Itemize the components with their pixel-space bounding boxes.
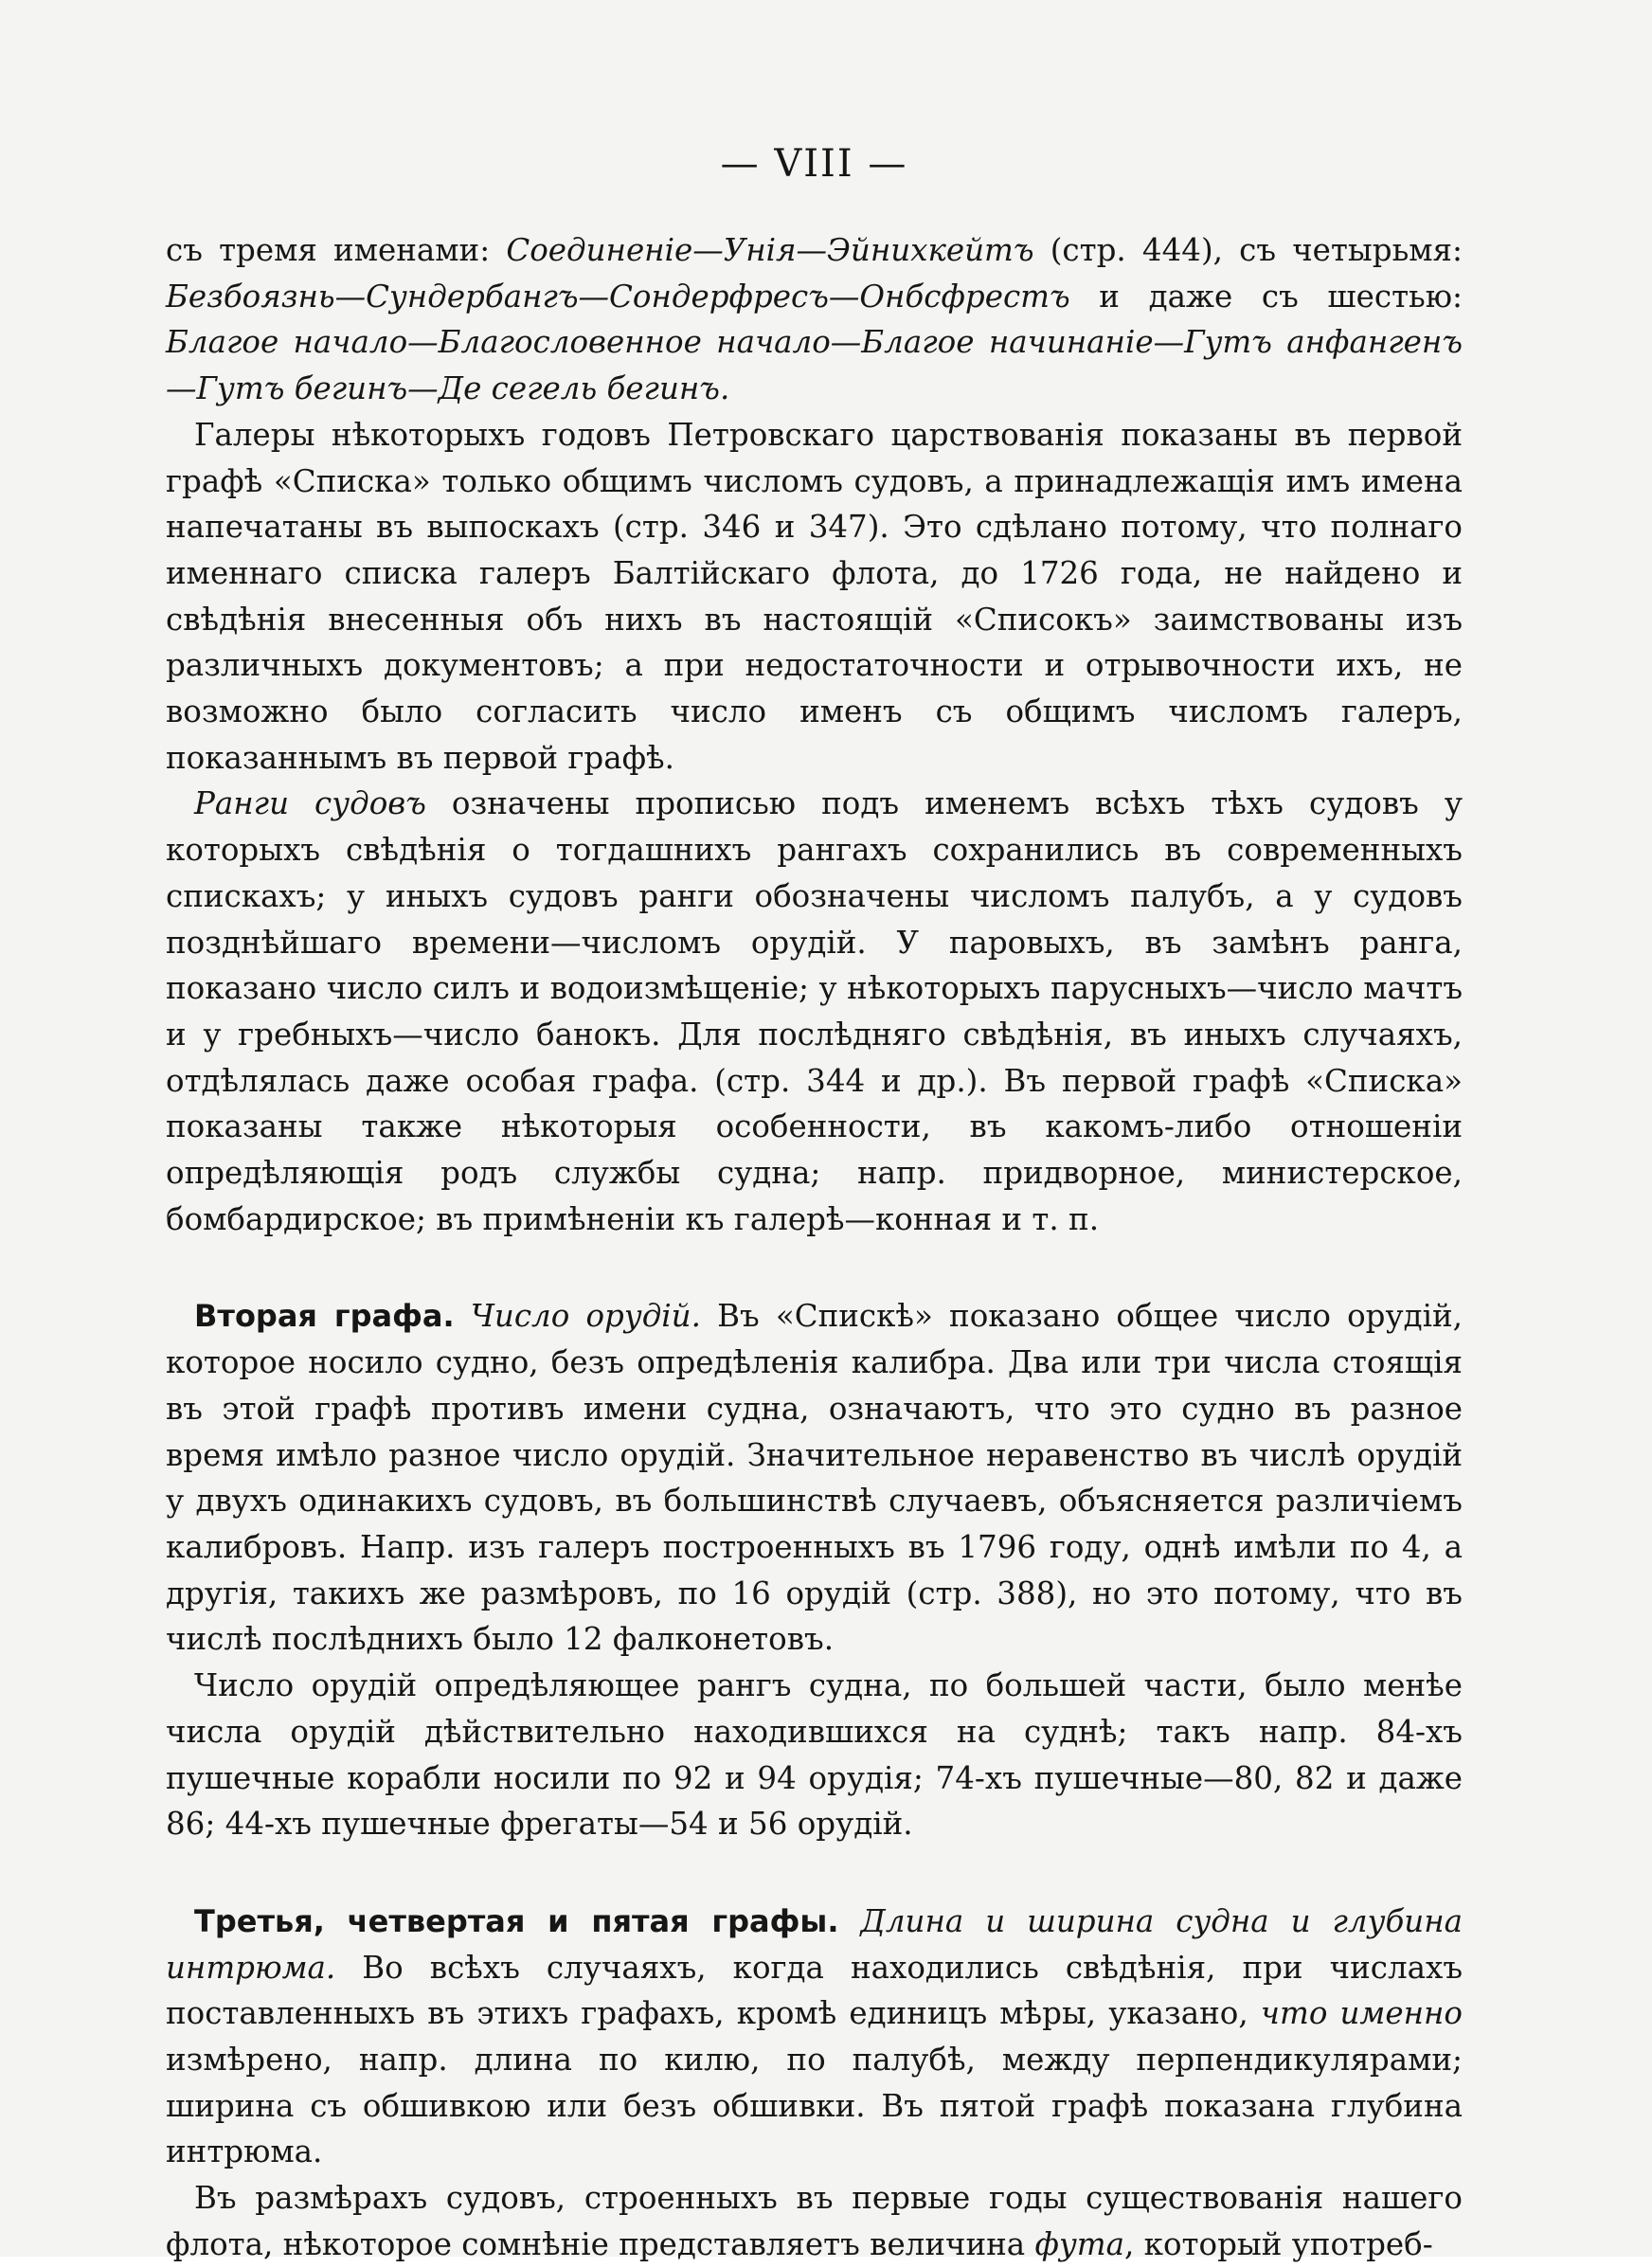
italic-run: что именно	[1260, 1995, 1463, 2032]
paragraph-ship-names	[166, 227, 1463, 412]
paragraph-gun-count: Число орудій опредѣляющее рангъ судна, по большей части, было менѣе числа орудій дѣйствительно находившихся на суднѣ; такъ напр. 84-хъ пушечные корабли носили по 92 и 94 орудія; 74-хъ пушечные—80, 82 и даже 86; 44-хъ пушечные фрегаты—54 и 56 орудій.	[166, 1667, 1463, 1843]
italic-run: Соединеніе—Унія—Эйнихкейтъ	[506, 232, 1034, 268]
text-run: Въ размѣрахъ судовъ, строенныхъ въ первые годы существованія нашего флота, нѣкоторое сомнѣніе представляетъ величина	[166, 2180, 1463, 2262]
section-heading: Третья, четвертая и пятая графы.	[194, 1902, 839, 1939]
italic-run: Безбоязнь—Сундербангъ—Сондерфресъ—Онбсфрестъ	[166, 278, 1070, 315]
paragraph-galleys: Галеры нѣкоторыхъ годовъ Петровскаго царствованія показаны въ первой графѣ «Списка» только общимъ числомъ судовъ, а принадлежащія имъ имена напечатаны въ выпоскахъ (стр. 346 и 347). Это сдѣлано потому, что полнаго именнаго списка галеръ Балтійскаго флота, до 1726 года, не найдено и свѣдѣнія внесенныя объ нихъ въ настоящій «Списокъ» заимствованы изъ различныхъ документовъ; а при недостаточности и отрывочности ихъ, не возможно было согласить число именъ съ общимъ числомъ галеръ, показаннымъ въ первой графѣ.	[166, 416, 1463, 776]
text-run: съ тремя именами:	[166, 232, 507, 268]
paragraph-third-fifth-columns	[166, 1899, 1463, 2175]
italic-run: Ранги судовъ	[194, 785, 426, 822]
text-run: означены прописью подъ именемъ всѣхъ тѣхъ судовъ у которыхъ свѣдѣнія о тогдашнихъ рангахъ сохранились въ современныхъ спискахъ; у иныхъ судовъ ранги обозначены числомъ палубъ, а у судовъ позднѣйшаго времени—числомъ орудій. У паровыхъ, въ замѣнъ ранга, показано число силъ и водоизмѣщеніе; у нѣкоторыхъ парусныхъ—число мачтъ и у гребныхъ—число банокъ. Для послѣдняго свѣдѣнія, въ иныхъ случаяхъ, отдѣлялась даже особая графа. (стр. 344 и др.). Въ первой графѣ «Списка» показаны также нѣкоторыя особенности, въ какомъ-либо отношеніи опредѣляющія родъ службы судна; напр. придворное, министерское, бомбардирское; въ примѣненіи къ галерѣ—конная и т. п.	[166, 785, 1463, 1237]
italic-run: Благое начало—Благословенное начало—Благое начинаніе—Гутъ анфангенъ—Гутъ бегинъ—Де сегель бегинъ.	[166, 324, 1463, 407]
text-run: Въ «Спискѣ» показано общее число орудій, которое носило судно, безъ опредѣленія калибра. Два или три числа стоящія въ этой графѣ противъ имени судна, означаютъ, что это судно въ разное время имѣло разное число орудій. Значительное неравенство въ числѣ орудій у двухъ одинакихъ судовъ, въ большинствѣ случаевъ, объясняется различіемъ калибровъ. Напр. изъ галеръ построенныхъ въ 1796 году, однѣ имѣли по 4, а другія, такихъ же размѣровъ, по 16 орудій (стр. 388), но это потому, что въ числѣ послѣднихъ было 12 фалконетовъ.	[166, 1298, 1463, 1658]
section-heading: Вторая графа.	[194, 1298, 455, 1335]
italic-run: Длина и ширина судна и глубина интрюма.	[166, 1902, 1463, 1986]
text-run: , который употреб-	[1124, 2225, 1433, 2262]
italic-run: Число орудій.	[454, 1298, 701, 1335]
text-run: (стр. 444), съ четырьмя:	[1033, 232, 1463, 268]
paragraph-ship-dimensions	[166, 2175, 1463, 2267]
italic-run: фута	[1034, 2225, 1125, 2262]
text-run: Во всѣхъ случаяхъ, когда находились свѣдѣнія, при числахъ поставленныхъ въ этихъ графахъ, кромѣ единицъ мѣры, указано,	[166, 1949, 1463, 2032]
page-number: — VIII —	[720, 142, 908, 186]
text-run: измѣрено, напр. длина по килю, по палубѣ, между перпендикулярами; ширина съ обшивкою или безъ обшивки. Въ пятой графѣ показана глубина интрюма.	[166, 2042, 1463, 2170]
paragraph-ship-ranks	[166, 781, 1463, 1242]
paragraph-second-column	[166, 1293, 1463, 1663]
text-run: и даже съ шестью:	[1069, 278, 1463, 315]
